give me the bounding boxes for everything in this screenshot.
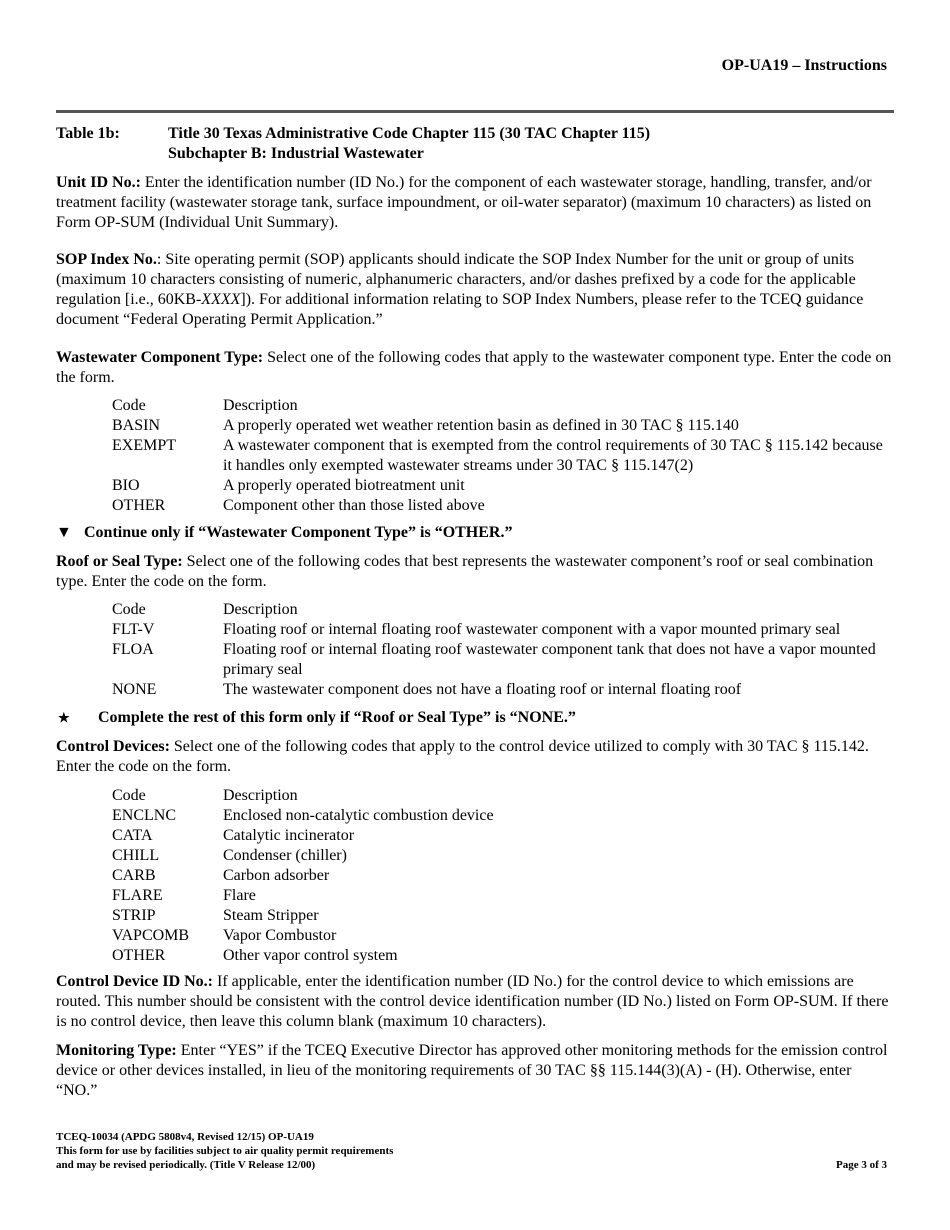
code-cell: CARB xyxy=(112,867,156,884)
description-cell: Vapor Combustor xyxy=(223,927,337,944)
code-cell: FLOA xyxy=(112,641,154,658)
code-table-row xyxy=(112,476,894,496)
table-title-line-2: Subchapter B: Industrial Wastewater xyxy=(168,145,424,162)
table-label: Table 1b: xyxy=(56,125,120,142)
code-table-row xyxy=(112,640,894,680)
code-table-row xyxy=(112,926,894,946)
page-header-title: OP-UA19 – Instructions xyxy=(721,57,887,74)
description-cell: Other vapor control system xyxy=(223,947,398,964)
page-number: Page 3 of 3 xyxy=(835,1159,887,1171)
description-header: Description xyxy=(223,397,298,414)
sop-index-text-1: : Site operating permit (SOP) applicants should indicate the SOP Index Number for the unit or group of units (maximum 10 characters consisting of numeric, alphanumeric characters, and/or dashes prefixed by a code for the applicable regulation [i.e., 60KB- xyxy=(56,251,856,308)
description-cell: Steam Stripper xyxy=(223,907,319,924)
code-cell: FLARE xyxy=(112,887,163,904)
description-cell: A wastewater component that is exempted from the control requirements of 30 TAC § 115.142 because it handles only exempted wastewater streams under 30 TAC § 115.147(2) xyxy=(223,437,883,474)
code-table-header xyxy=(112,786,894,806)
roof-seal-text: Select one of the following codes that best represents the wastewater component’s roof or seal combination type. Enter the code on the form. xyxy=(56,553,874,590)
code-header: Code xyxy=(112,601,146,618)
code-cell: BIO xyxy=(112,477,140,494)
roof-seal-term: Roof or Seal Type: xyxy=(56,553,183,570)
code-cell: CATA xyxy=(112,827,153,844)
monitoring-type-paragraph xyxy=(56,1041,894,1101)
code-table-row xyxy=(112,436,894,476)
code-cell: BASIN xyxy=(112,417,161,434)
complete-none-notice xyxy=(56,708,894,728)
code-table-row xyxy=(112,680,894,700)
star-icon: ★ xyxy=(58,710,70,725)
code-table-row xyxy=(112,906,894,926)
description-cell: Flare xyxy=(223,887,256,904)
description-cell: Catalytic incinerator xyxy=(223,827,355,844)
wastewater-type-text: Select one of the following codes that apply to the wastewater component type. Enter the code on the form. xyxy=(56,349,892,386)
control-devices-paragraph xyxy=(56,737,894,777)
code-table-row xyxy=(112,826,894,846)
control-device-id-paragraph xyxy=(56,972,894,1032)
control-devices-code-table xyxy=(112,786,894,966)
description-cell: A properly operated wet weather retention basin as defined in 30 TAC § 115.140 xyxy=(223,417,739,434)
description-cell: Component other than those listed above xyxy=(223,497,485,514)
code-cell: STRIP xyxy=(112,907,156,924)
sop-index-text-2: ]). For additional information relating to SOP Index Numbers, please refer to the TCEQ guidance document “Federal Operating Permit Application.” xyxy=(56,291,864,328)
code-table-row xyxy=(112,806,894,826)
complete-none-text: Complete the rest of this form only if “Roof or Seal Type” is “NONE.” xyxy=(98,709,576,726)
code-header: Code xyxy=(112,397,146,414)
continue-other-notice xyxy=(56,523,894,543)
code-cell: VAPCOMB xyxy=(112,927,190,944)
down-triangle-icon: ▼ xyxy=(56,524,72,541)
code-header: Code xyxy=(112,787,146,804)
footer-usage-note: This form for use by facilities subject to air quality permit requirements xyxy=(56,1145,394,1157)
page-footer xyxy=(56,1130,894,1172)
continue-other-text: Continue only if “Wastewater Component Type” is “OTHER.” xyxy=(84,524,513,541)
code-cell: ENCLNC xyxy=(112,807,176,824)
code-cell: EXEMPT xyxy=(112,437,176,454)
unit-id-term: Unit ID No.: xyxy=(56,174,141,191)
description-cell: Condenser (chiller) xyxy=(223,847,347,864)
wastewater-type-code-table xyxy=(112,396,894,516)
sop-index-term: SOP Index No. xyxy=(56,251,157,268)
sop-index-paragraph xyxy=(56,250,894,330)
code-cell: CHILL xyxy=(112,847,160,864)
sop-index-placeholder: XXXX xyxy=(201,291,241,308)
code-cell: NONE xyxy=(112,681,157,698)
roof-seal-code-table xyxy=(112,600,894,700)
code-table-header xyxy=(112,396,894,416)
code-cell: FLT-V xyxy=(112,621,155,638)
control-devices-text: Select one of the following codes that apply to the control device utilized to comply with 30 TAC § 115.142. Enter the code on the form. xyxy=(56,738,869,775)
code-cell: OTHER xyxy=(112,947,166,964)
roof-seal-paragraph xyxy=(56,552,894,592)
document-page xyxy=(56,0,894,1230)
description-cell: Carbon adsorber xyxy=(223,867,330,884)
code-table-row xyxy=(112,416,894,436)
unit-id-paragraph xyxy=(56,173,894,233)
code-table-row xyxy=(112,620,894,640)
wastewater-type-term: Wastewater Component Type: xyxy=(56,349,264,366)
description-cell: Enclosed non-catalytic combustion device xyxy=(223,807,494,824)
footer-form-id: TCEQ-10034 (APDG 5808v4, Revised 12/15) OP-UA19 xyxy=(56,1131,314,1143)
control-device-id-term: Control Device ID No.: xyxy=(56,973,214,990)
description-cell: A properly operated biotreatment unit xyxy=(223,477,465,494)
code-cell: OTHER xyxy=(112,497,166,514)
description-cell: The wastewater component does not have a floating roof or internal floating roof xyxy=(223,681,742,698)
footer-revision-note: and may be revised periodically. (Title V Release 12/00) xyxy=(56,1159,316,1171)
code-table-row xyxy=(112,496,894,516)
header-divider xyxy=(56,110,894,113)
code-table-row xyxy=(112,886,894,906)
table-title-line-1: Title 30 Texas Administrative Code Chapter 115 (30 TAC Chapter 115) xyxy=(168,125,651,142)
control-device-id-text: If applicable, enter the identification number (ID No.) for the control device to which emissions are routed. This number should be consistent with the control device identification number (ID No.) listed on Form OP-SUM. If there is no control device, then leave this column blank (maximum 10 characters). xyxy=(56,973,889,1030)
description-header: Description xyxy=(223,601,298,618)
code-table-row xyxy=(112,946,894,966)
wastewater-type-paragraph xyxy=(56,348,894,388)
code-table-row xyxy=(112,866,894,886)
monitoring-type-text: Enter “YES” if the TCEQ Executive Director has approved other monitoring methods for the emission control device or other devices installed, in lieu of the monitoring requirements of 30 TAC §§ 115.144(3)(A) - (H). Otherwise, enter “NO.” xyxy=(56,1042,888,1099)
description-cell: Floating roof or internal floating roof wastewater component with a vapor mounted primary seal xyxy=(223,621,841,638)
code-table-header xyxy=(112,600,894,620)
description-cell: Floating roof or internal floating roof wastewater component tank that does not have a vapor mounted primary seal xyxy=(223,641,876,678)
code-table-row xyxy=(112,846,894,866)
unit-id-text: Enter the identification number (ID No.) for the component of each wastewater storage, handling, transfer, and/or treatment facility (wastewater storage tank, surface impoundment, or oil-water separator) (maximum 10 characters) as listed on Form OP-SUM (Individual Unit Summary). xyxy=(56,174,872,231)
monitoring-type-term: Monitoring Type: xyxy=(56,1042,177,1059)
description-header: Description xyxy=(223,787,298,804)
control-devices-term: Control Devices: xyxy=(56,738,170,755)
